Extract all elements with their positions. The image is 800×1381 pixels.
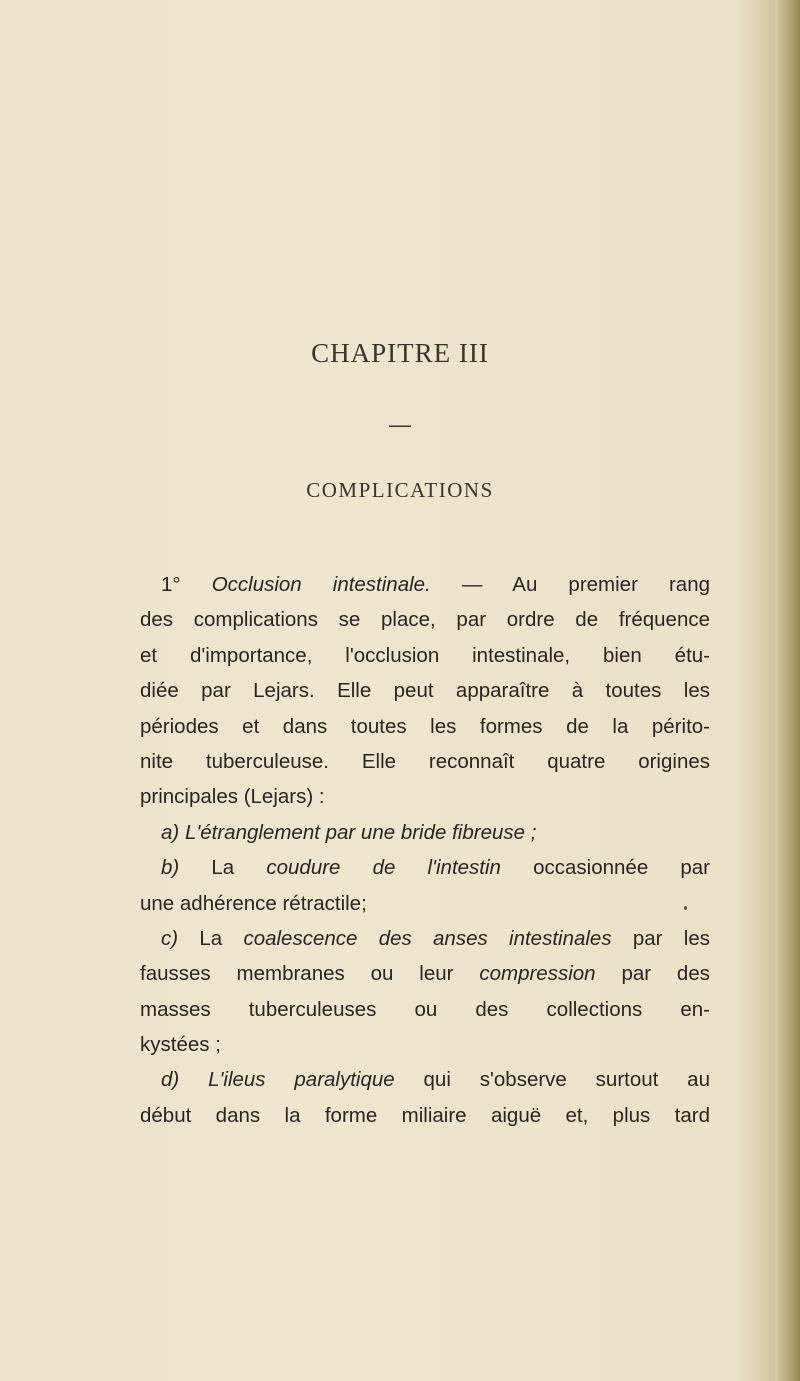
- text-span: fausses membranes ou leur: [140, 962, 454, 986]
- list-item-text: L'étranglement par une bride fibreuse ;: [184, 820, 537, 844]
- list-letter: a): [161, 820, 180, 844]
- text-span-italic: compression: [479, 962, 596, 986]
- text-span: La: [199, 926, 223, 950]
- paragraph-line: des complications se place, par ordre de fréquence: [140, 608, 710, 632]
- section-title: COMPLICATIONS: [306, 478, 494, 502]
- text-span: par des: [621, 962, 710, 986]
- paragraph-line: masses tuberculeuses ou des collections en-: [140, 997, 710, 1021]
- paragraph-line: une adhérence rétractile;: [140, 891, 367, 915]
- paragraph-line: kystées ;: [140, 1033, 221, 1057]
- list-letter: b): [161, 856, 180, 880]
- book-spine: [778, 0, 800, 1381]
- body-text: [140, 567, 710, 1133]
- text-span: par les: [632, 926, 710, 950]
- title-separator: —: [389, 412, 411, 437]
- list-item-d: [140, 1062, 710, 1097]
- list-item-text: coalescence des anses intestinales: [243, 926, 612, 950]
- list-item-a: [140, 815, 710, 850]
- text-span: — Au premier rang: [461, 573, 710, 596]
- text-span: La: [211, 856, 235, 880]
- paragraph-line: périodes et dans toutes les formes de la périto-: [140, 714, 710, 738]
- list-item-text: coudure de l'intestin: [266, 856, 501, 880]
- list-item-c: [140, 921, 710, 956]
- section-number: 1°: [161, 573, 181, 596]
- paragraph-line: [140, 567, 710, 602]
- list-item-text: L'ileus paralytique: [208, 1068, 395, 1092]
- paragraph-line: début dans la forme miliaire aiguë et, plus tard: [140, 1103, 710, 1127]
- paragraph-line: et d'importance, l'occlusion intestinale, bien étu-: [140, 643, 710, 667]
- paragraph-line: principales (Lejars) :: [140, 785, 325, 809]
- text-span: qui s'observe surtout au: [423, 1068, 710, 1092]
- chapter-title: CHAPITRE III: [311, 338, 489, 368]
- section-heading: Occlusion intestinale.: [211, 573, 431, 596]
- paragraph-line: [140, 956, 710, 991]
- list-letter: d): [161, 1068, 180, 1092]
- text-span: occasionnée par: [533, 856, 711, 880]
- list-letter: c): [161, 926, 179, 950]
- list-item-b: [140, 850, 710, 885]
- paragraph-line: nite tuberculeuse. Elle reconnaît quatre origines: [140, 749, 710, 773]
- ink-speck: [684, 906, 687, 910]
- paragraph-line: diée par Lejars. Elle peut apparaître à toutes les: [140, 679, 710, 703]
